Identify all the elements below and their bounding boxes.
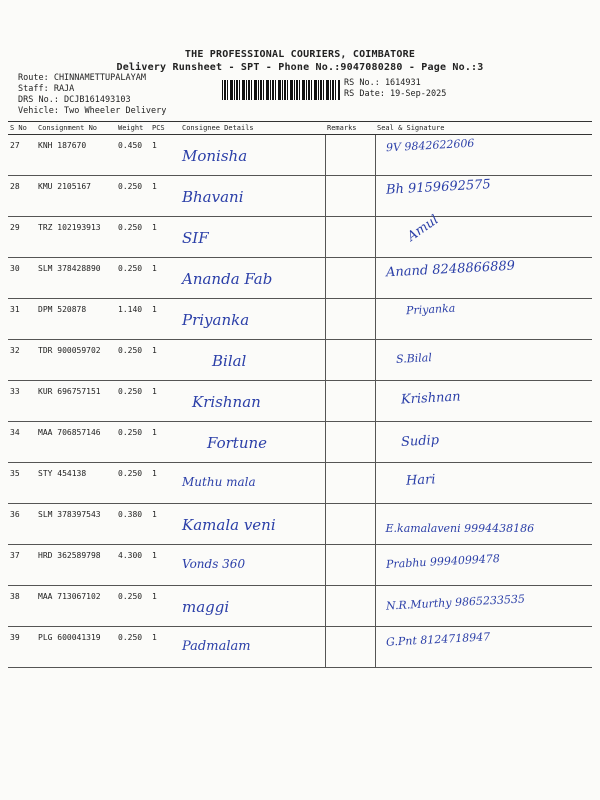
row-weight: 0.380 bbox=[116, 504, 150, 545]
handwritten-consignee: Vonds 360 bbox=[182, 557, 246, 571]
row-weight: 0.250 bbox=[116, 422, 150, 463]
runsheet-table bbox=[8, 121, 592, 668]
row-pcs: 1 bbox=[150, 299, 180, 340]
row-pcs: 1 bbox=[150, 135, 180, 176]
row-consignee-cell bbox=[180, 586, 325, 627]
row-pcs: 1 bbox=[150, 463, 180, 504]
row-weight: 1.140 bbox=[116, 299, 150, 340]
row-remarks bbox=[325, 258, 375, 299]
row-weight: 0.250 bbox=[116, 217, 150, 258]
row-seal-cell bbox=[375, 340, 592, 381]
row-sno: 32 bbox=[8, 340, 36, 381]
row-consignment: DPM 520878 bbox=[36, 299, 116, 340]
row-weight: 0.250 bbox=[116, 381, 150, 422]
row-pcs: 1 bbox=[150, 504, 180, 545]
row-sno: 35 bbox=[8, 463, 36, 504]
table-row bbox=[8, 299, 592, 340]
row-consignee-cell bbox=[180, 422, 325, 463]
row-remarks bbox=[325, 176, 375, 217]
col-remarks: Remarks bbox=[325, 122, 375, 135]
handwritten-signature: 9V 9842622606 bbox=[385, 136, 475, 155]
drs-label: DRS No.: DCJB161493103 bbox=[18, 95, 131, 105]
rs-number: RS No.: 1614931 bbox=[344, 78, 421, 88]
handwritten-signature: Amul bbox=[404, 212, 441, 245]
row-pcs: 1 bbox=[150, 176, 180, 217]
barcode-image bbox=[222, 80, 340, 100]
row-consignee-cell bbox=[180, 545, 325, 586]
handwritten-consignee: SIF bbox=[182, 229, 209, 247]
table-row bbox=[8, 545, 592, 586]
table-row bbox=[8, 586, 592, 627]
table-row bbox=[8, 258, 592, 299]
row-consignee-cell bbox=[180, 627, 325, 668]
handwritten-signature: Prabhu 9994099478 bbox=[385, 552, 500, 571]
handwritten-consignee: Krishnan bbox=[192, 393, 261, 411]
row-seal-cell bbox=[375, 258, 592, 299]
row-seal-cell bbox=[375, 381, 592, 422]
row-consignment: HRD 362589798 bbox=[36, 545, 116, 586]
row-seal-cell bbox=[375, 299, 592, 340]
row-seal-cell bbox=[375, 176, 592, 217]
route-label: Route: CHINNAMETTUPALAYAM bbox=[18, 73, 146, 83]
row-consignment: KNH 187670 bbox=[36, 135, 116, 176]
row-sno: 33 bbox=[8, 381, 36, 422]
row-pcs: 1 bbox=[150, 627, 180, 668]
row-consignment: KUR 696757151 bbox=[36, 381, 116, 422]
row-weight: 0.250 bbox=[116, 176, 150, 217]
row-pcs: 1 bbox=[150, 545, 180, 586]
table-header-row bbox=[8, 122, 592, 135]
row-sno: 37 bbox=[8, 545, 36, 586]
row-remarks bbox=[325, 463, 375, 504]
staff-label: Staff: RAJA bbox=[18, 84, 75, 94]
row-consignment: SLM 378428890 bbox=[36, 258, 116, 299]
table-row bbox=[8, 463, 592, 504]
row-weight: 0.250 bbox=[116, 258, 150, 299]
handwritten-consignee: Padmalam bbox=[182, 639, 251, 654]
row-consignment: SLM 378397543 bbox=[36, 504, 116, 545]
row-consignee-cell bbox=[180, 217, 325, 258]
row-consignee-cell bbox=[180, 135, 325, 176]
row-consignee-cell bbox=[180, 176, 325, 217]
handwritten-consignee: Bilal bbox=[212, 352, 247, 370]
table-row bbox=[8, 217, 592, 258]
row-consignment: PLG 600041319 bbox=[36, 627, 116, 668]
row-consignment: KMU 2105167 bbox=[36, 176, 116, 217]
row-remarks bbox=[325, 135, 375, 176]
row-weight: 0.250 bbox=[116, 463, 150, 504]
handwritten-consignee: Priyanka bbox=[182, 311, 250, 329]
row-consignment: MAA 706857146 bbox=[36, 422, 116, 463]
handwritten-consignee: Ananda Fab bbox=[182, 270, 273, 288]
row-sno: 38 bbox=[8, 586, 36, 627]
row-seal-cell bbox=[375, 463, 592, 504]
table-row bbox=[8, 340, 592, 381]
row-pcs: 1 bbox=[150, 422, 180, 463]
col-sno: S No bbox=[8, 122, 36, 135]
table-row bbox=[8, 504, 592, 545]
runsheet-subtitle: Delivery Runsheet - SPT - Phone No.:9047080280 - Page No.:3 bbox=[116, 62, 484, 73]
handwritten-consignee: Fortune bbox=[207, 434, 268, 452]
table-row bbox=[8, 627, 592, 668]
row-weight: 0.450 bbox=[116, 135, 150, 176]
row-remarks bbox=[325, 504, 375, 545]
company-title: THE PROFESSIONAL COURIERS, COIMBATORE bbox=[184, 49, 416, 60]
table-row bbox=[8, 135, 592, 176]
handwritten-signature: Anand 8248866889 bbox=[385, 258, 515, 281]
handwritten-consignee: maggi bbox=[182, 598, 230, 616]
row-sno: 27 bbox=[8, 135, 36, 176]
handwritten-signature: Priyanka bbox=[405, 301, 456, 318]
row-remarks bbox=[325, 299, 375, 340]
handwritten-signature: Bh 9159692575 bbox=[385, 177, 491, 198]
row-sno: 34 bbox=[8, 422, 36, 463]
row-sno: 36 bbox=[8, 504, 36, 545]
handwritten-consignee: Bhavani bbox=[182, 188, 244, 206]
handwritten-signature: E.kamalaveni 9994438186 bbox=[385, 522, 535, 535]
row-seal-cell bbox=[375, 422, 592, 463]
row-remarks bbox=[325, 545, 375, 586]
handwritten-signature: Hari bbox=[405, 472, 436, 489]
row-remarks bbox=[325, 217, 375, 258]
table-row bbox=[8, 422, 592, 463]
handwritten-signature: N.R.Murthy 9865233535 bbox=[385, 592, 525, 613]
handwritten-consignee: Muthu mala bbox=[182, 475, 256, 489]
table-row bbox=[8, 176, 592, 217]
handwritten-consignee: Monisha bbox=[182, 147, 248, 165]
row-sno: 39 bbox=[8, 627, 36, 668]
row-sno: 31 bbox=[8, 299, 36, 340]
row-seal-cell bbox=[375, 504, 592, 545]
row-remarks bbox=[325, 340, 375, 381]
row-seal-cell bbox=[375, 135, 592, 176]
row-consignment: TRZ 102193913 bbox=[36, 217, 116, 258]
row-remarks bbox=[325, 586, 375, 627]
handwritten-signature: G.Pnt 8124718947 bbox=[385, 630, 491, 649]
row-seal-cell bbox=[375, 545, 592, 586]
row-remarks bbox=[325, 627, 375, 668]
row-weight: 0.250 bbox=[116, 627, 150, 668]
col-weight: Weight bbox=[116, 122, 150, 135]
row-remarks bbox=[325, 381, 375, 422]
row-pcs: 1 bbox=[150, 217, 180, 258]
col-consignee: Consignee Details bbox=[180, 122, 325, 135]
row-consignee-cell bbox=[180, 299, 325, 340]
vehicle-label: Vehicle: Two Wheeler Delivery bbox=[18, 106, 167, 116]
row-consignment: TDR 900059702 bbox=[36, 340, 116, 381]
row-consignee-cell bbox=[180, 463, 325, 504]
col-seal: Seal & Signature bbox=[375, 122, 592, 135]
row-sno: 28 bbox=[8, 176, 36, 217]
handwritten-signature: S.Bilal bbox=[395, 351, 432, 366]
row-consignment: MAA 713067102 bbox=[36, 586, 116, 627]
row-weight: 0.250 bbox=[116, 586, 150, 627]
row-seal-cell bbox=[375, 627, 592, 668]
row-weight: 0.250 bbox=[116, 340, 150, 381]
row-consignee-cell bbox=[180, 340, 325, 381]
row-consignee-cell bbox=[180, 504, 325, 545]
col-consignment: Consignment No bbox=[36, 122, 116, 135]
handwritten-signature: Krishnan bbox=[400, 389, 461, 408]
table-row bbox=[8, 381, 592, 422]
row-seal-cell bbox=[375, 212, 592, 258]
row-sno: 30 bbox=[8, 258, 36, 299]
rs-date: RS Date: 19-Sep-2025 bbox=[344, 89, 447, 99]
row-consignee-cell bbox=[180, 258, 325, 299]
row-consignment: STY 454138 bbox=[36, 463, 116, 504]
col-pcs: PCS bbox=[150, 122, 180, 135]
row-pcs: 1 bbox=[150, 381, 180, 422]
row-consignee-cell bbox=[180, 381, 325, 422]
row-pcs: 1 bbox=[150, 258, 180, 299]
handwritten-signature: Sudip bbox=[400, 433, 439, 450]
row-remarks bbox=[325, 422, 375, 463]
row-weight: 4.300 bbox=[116, 545, 150, 586]
handwritten-consignee: Kamala veni bbox=[182, 516, 276, 534]
row-pcs: 1 bbox=[150, 340, 180, 381]
row-seal-cell bbox=[375, 586, 592, 627]
row-sno: 29 bbox=[8, 217, 36, 258]
row-pcs: 1 bbox=[150, 586, 180, 627]
